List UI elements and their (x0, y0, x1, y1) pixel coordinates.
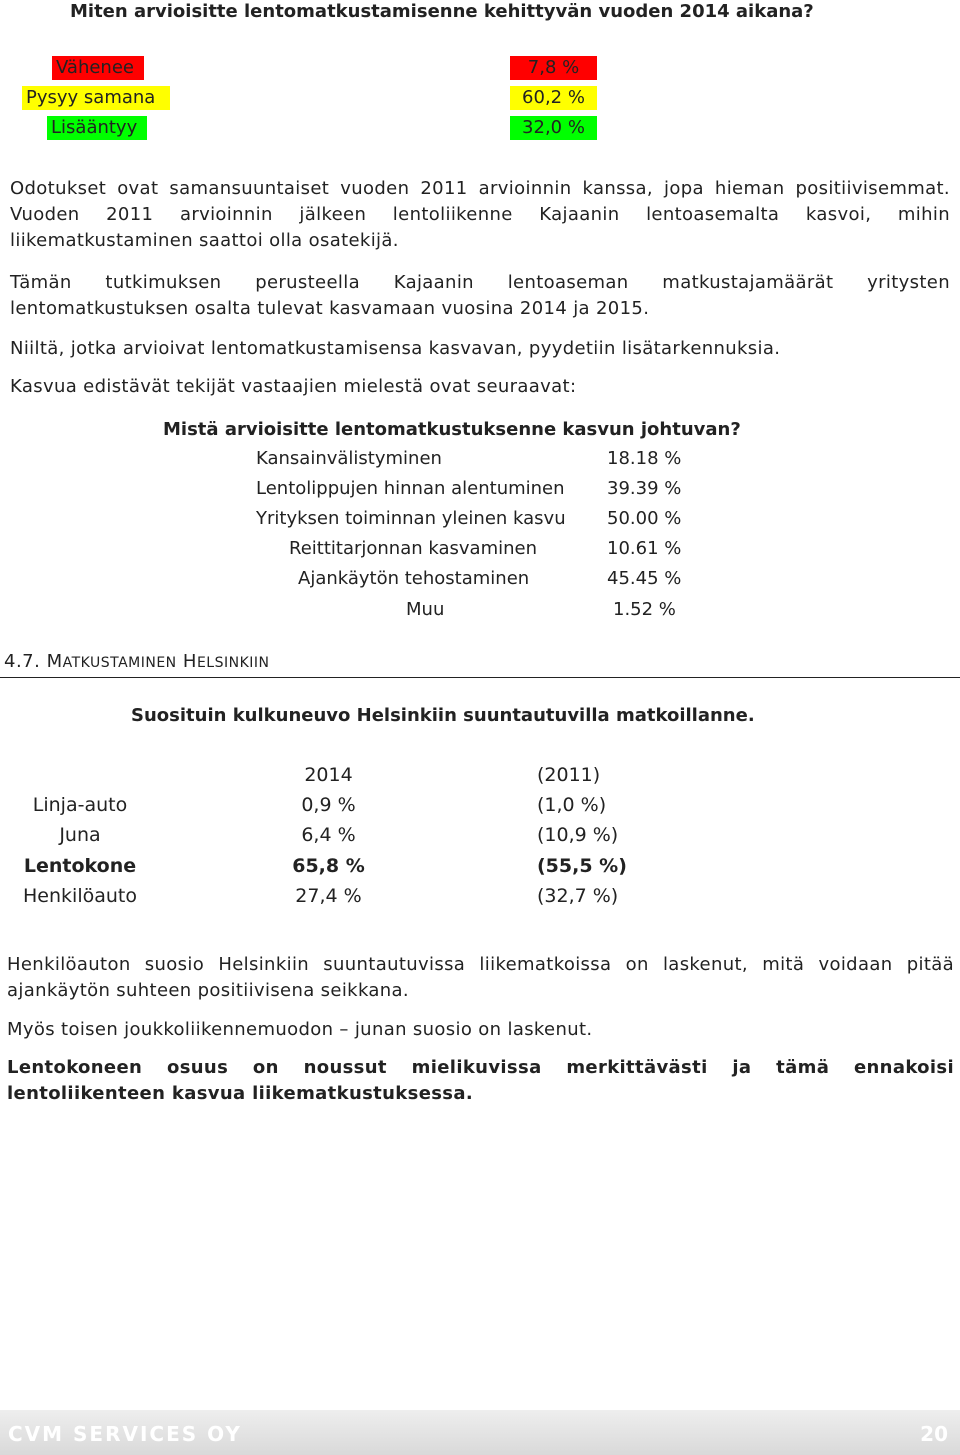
conclusion-car: Henkilöauton suosio Helsinkiin suuntautuvissa liikematkoissa on laskenut, mitä voidaan pitää ajankäytön suhteen positiivisena seikkana. (7, 954, 954, 1001)
paragraph-growth: Tämän tutkimuksen perusteella Kajaanin lentoaseman matkustajamäärät yritysten lentomatkustuksen osalta tulevat kasvamaan vuosina 2014 ja 2015. (10, 272, 950, 319)
growth-factor-value: 50.00 % (607, 508, 682, 529)
growth-factor-label: Ajankäytön tehostaminen (298, 568, 530, 589)
growth-factor-value: 10.61 % (607, 538, 682, 559)
section-title-text: MATKUSTAMINEN HELSINKIIN (46, 651, 270, 672)
growth-factor-label: Yrityksen toiminnan yleinen kasvu (256, 508, 566, 529)
vehicle-value-2014: 27,4 % (295, 885, 362, 907)
col-header-2014: 2014 (304, 764, 353, 786)
growth-factor-value: 1.52 % (613, 599, 676, 620)
vehicle-label: Juna (59, 824, 101, 846)
vehicle-value-2011: (32,7 %) (537, 885, 619, 907)
vehicle-label: Henkilöauto (23, 885, 137, 907)
page-heading: Miten arvioisitte lentomatkustamisenne kehittyvän vuoden 2014 aikana? (70, 1, 814, 22)
vehicle-value-2011: (10,9 %) (537, 824, 619, 846)
expectation-value: 7,8 % (510, 56, 597, 80)
growth-factors-title: Mistä arvioisitte lentomatkustuksenne kasvun johtuvan? (163, 419, 741, 440)
conclusion-plane: Lentokoneen osuus on noussut mielikuvissa merkittävästi ja tämä ennakoisi lentoliikenteen kasvua liikematkustuksessa. (7, 1057, 954, 1104)
section-divider (0, 677, 960, 678)
expectation-row-same (0, 86, 600, 110)
growth-factor-value: 18.18 % (607, 448, 682, 469)
expectation-value: 60,2 % (510, 86, 597, 110)
footer-company: CVM SERVICES OY (8, 1422, 242, 1446)
section-title (47, 651, 270, 672)
growth-factor-label: Kansainvälistyminen (256, 448, 442, 469)
vehicle-value-2014: 6,4 % (301, 824, 356, 846)
growth-factor-value: 39.39 % (607, 478, 682, 499)
vehicle-value-2014: 0,9 % (301, 794, 356, 816)
paragraph-factors: Kasvua edistävät tekijät vastaajien mielestä ovat seuraavat: (10, 376, 577, 397)
growth-factor-value: 45.45 % (607, 568, 682, 589)
expectation-row-decrease (0, 56, 600, 80)
vehicle-label: Lentokone (23, 855, 137, 877)
section-heading (4, 650, 269, 675)
expectation-label: Pysyy samana (22, 86, 170, 110)
expectation-label: Lisääntyy (47, 116, 147, 140)
vehicle-value-2011: (55,5 %) (537, 855, 627, 877)
vehicle-table-title: Suosituin kulkuneuvo Helsinkiin suuntautuvilla matkoillanne. (131, 705, 755, 726)
col-header-2011: (2011) (537, 764, 601, 786)
page-footer (0, 1410, 960, 1455)
vehicle-value-2011: (1,0 %) (537, 794, 607, 816)
growth-factor-label: Muu (406, 599, 445, 620)
paragraph-clarifications: Niiltä, jotka arvioivat lentomatkustamisensa kasvavan, pyydetiin lisätarkennuksia. (10, 338, 781, 359)
paragraph-expectations: Odotukset ovat samansuuntaiset vuoden 2011 arvioinnin kanssa, jopa hieman positiivisemmat. Vuoden 2011 arvioinnin jälkeen lentoliikenne Kajaanin lentoasemalta kasvoi, mihin liikematkustaminen saattoi olla osatekijä. (10, 178, 950, 251)
growth-factor-label: Lentolippujen hinnan alentuminen (256, 478, 565, 499)
vehicle-value-2014: 65,8 % (292, 855, 365, 877)
growth-factor-label: Reittitarjonnan kasvaminen (289, 538, 537, 559)
expectation-label: Vähenee (52, 56, 144, 80)
expectation-row-increase (0, 116, 600, 140)
expectation-value: 32,0 % (510, 116, 597, 140)
conclusion-train: Myös toisen joukkoliikennemuodon – junan suosio on laskenut. (7, 1019, 593, 1040)
vehicle-label: Linja-auto (32, 794, 128, 816)
section-number: 4.7. (4, 651, 41, 672)
footer-page-number: 20 (920, 1422, 948, 1446)
